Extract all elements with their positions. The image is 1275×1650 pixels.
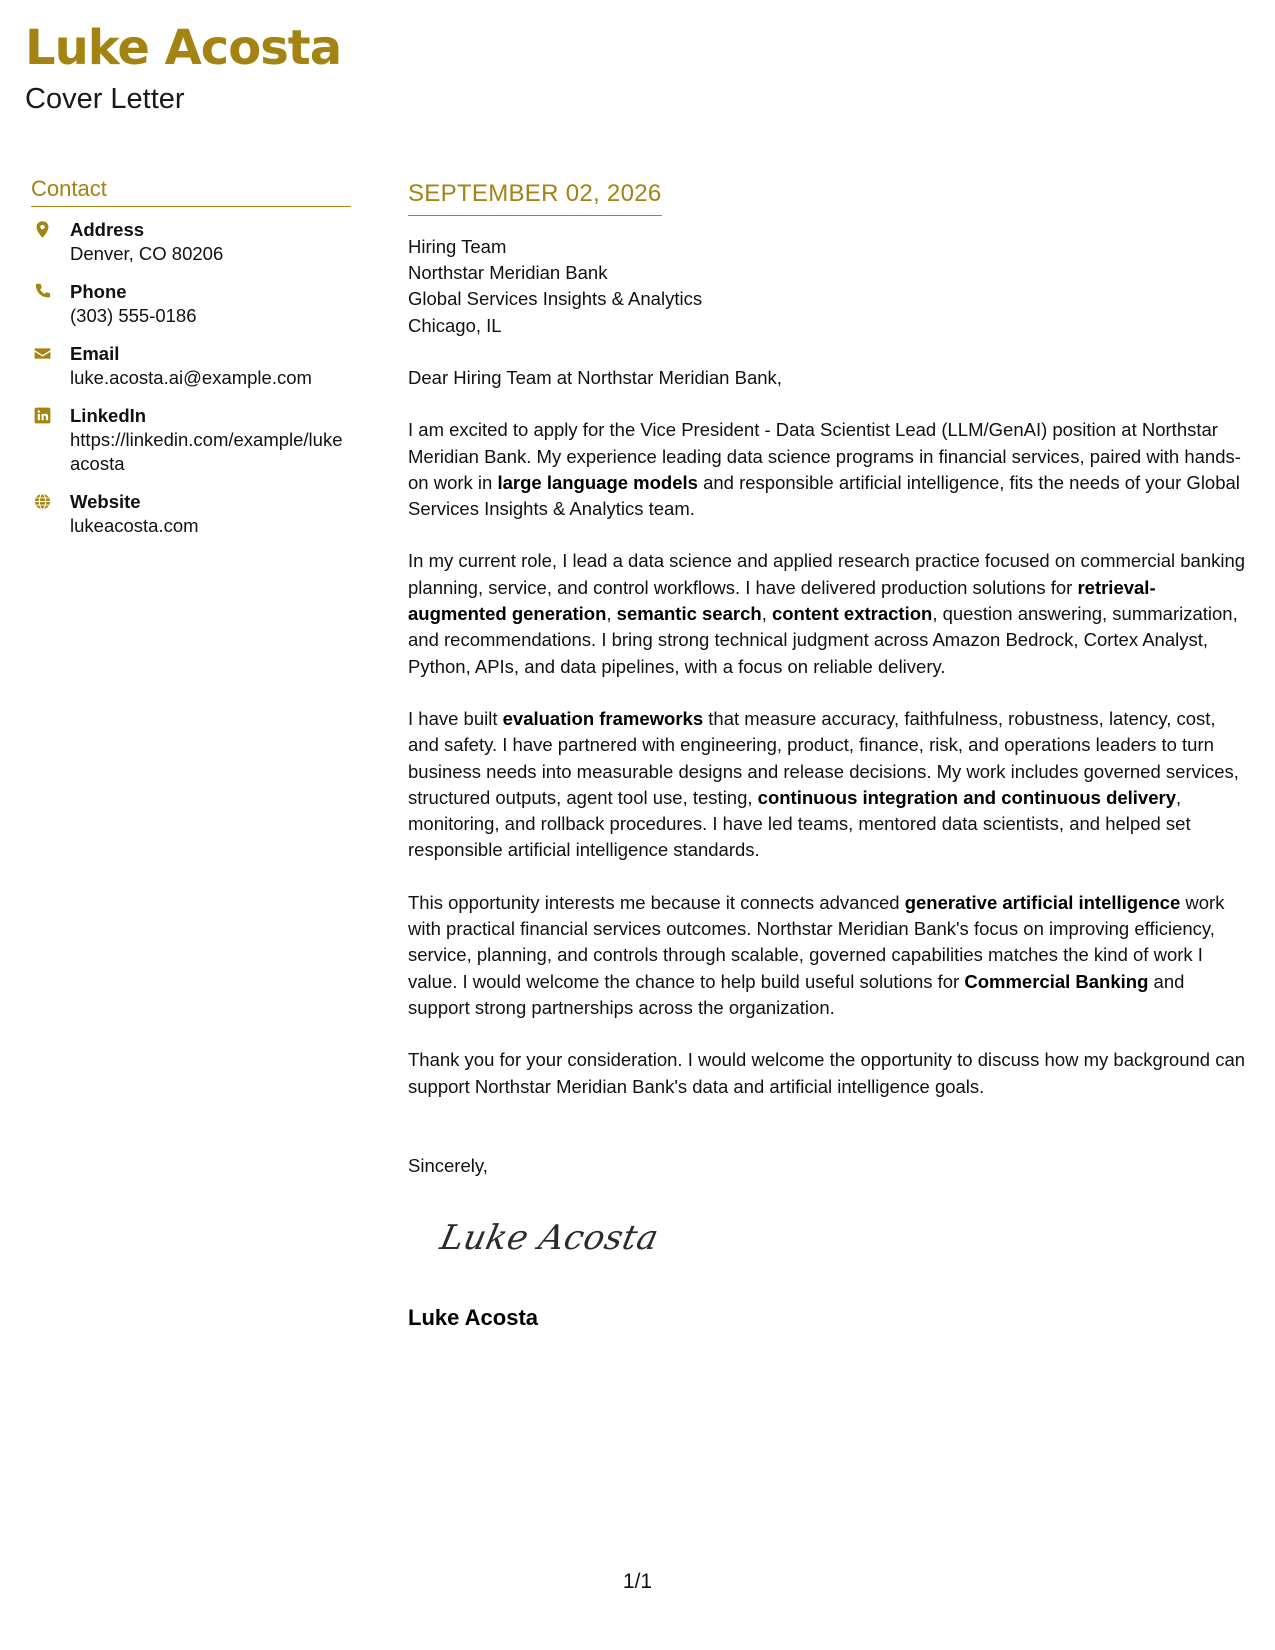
contact-address — [31, 218, 351, 266]
contact-value: (303) 555-0186 — [70, 305, 197, 327]
contact-value: Denver, CO 80206 — [70, 243, 224, 265]
recipient-block — [408, 234, 1248, 339]
paragraph-thanks: Thank you for your consideration. I would welcome the opportunity to discuss how my background can support Northstar Meridian Bank's data and artificial intelligence goals. — [408, 1049, 1246, 1097]
contact-value[interactable]: lukeacosta.com — [70, 515, 199, 537]
paragraph-intro: I am excited to apply for the Vice President - Data Scientist Lead (LLM/GenAI) position at Northstar Meridian Bank. My experience leading data science programs in financial services, paired with hands-on work in large language models and responsible artificial intelligence, fits the needs of your Global Services Insights & Analytics team. — [408, 419, 1241, 520]
letter-date: SEPTEMBER 02, 2026 — [408, 180, 662, 216]
signature: Luke Acosta — [436, 1218, 663, 1258]
document-subtitle: Cover Letter — [25, 83, 185, 115]
closing: Sincerely, — [408, 1154, 488, 1176]
contact-label: Phone — [70, 281, 127, 303]
phone-icon — [33, 282, 52, 301]
paragraph-evaluation: I have built evaluation frameworks that measure accuracy, faithfulness, robustness, latency, cost, and safety. I have partnered with engineering, product, finance, risk, and operations leaders to turn business needs into measurable designs and release decisions. My work includes governed services, structured outputs, agent tool use, testing, continuous integration and continuous delivery, monitoring, and rollback procedures. I have led teams, mentored data scientists, and helped set responsible artificial intelligence standards. — [408, 707, 1239, 861]
contact-label: Website — [70, 491, 141, 513]
contact-website — [31, 490, 351, 538]
contact-heading: Contact — [31, 176, 351, 207]
paragraph-current-role: In my current role, I lead a data science and applied research practice focused on commercial banking planning, service, and control workflows. I have delivered production solutions for retrieval-augmented generation, semantic search, content extraction, question answering, summarization, and recommendations. I bring strong technical judgment across Amazon Bedrock, Cortex Analyst, Python, APIs, and data pipelines, with a focus on reliable delivery. — [408, 550, 1246, 677]
recipient-line: Chicago, IL — [408, 314, 502, 336]
recipient-line: Hiring Team — [408, 235, 507, 257]
globe-icon — [33, 492, 52, 511]
applicant-name: Luke Acosta — [25, 20, 342, 76]
contact-linkedin — [31, 404, 351, 476]
signer-name: Luke Acosta — [408, 1305, 539, 1330]
contact-sidebar — [31, 176, 351, 552]
recipient-line: Global Services Insights & Analytics — [408, 288, 703, 310]
contact-phone — [31, 280, 351, 328]
linkedin-icon — [33, 406, 52, 425]
salutation: Dear Hiring Team at Northstar Meridian Bank, — [408, 366, 782, 388]
letter-body — [408, 180, 1248, 1179]
contact-value[interactable]: https://linkedin.com/example/lukeacosta — [70, 429, 343, 475]
paragraph-opportunity: This opportunity interests me because it connects advanced generative artificial intelligence work with practical financial services outcomes. Northstar Meridian Bank's focus on improving efficiency, service, planning, and controls through scalable, governed capabilities matches the kind of work I value. I would welcome the chance to help build useful solutions for Commercial Banking and support strong partnerships across the organization. — [408, 891, 1225, 1018]
contact-label: Email — [70, 343, 120, 365]
contact-label: Address — [70, 219, 145, 241]
recipient-line: Northstar Meridian Bank — [408, 262, 608, 284]
contact-value[interactable]: luke.acosta.ai@example.com — [70, 367, 312, 389]
envelope-icon — [33, 344, 52, 363]
contact-label: LinkedIn — [70, 405, 147, 427]
contact-email — [31, 342, 351, 390]
map-pin-icon — [33, 220, 52, 239]
page-number: 1/1 — [622, 1570, 653, 1593]
